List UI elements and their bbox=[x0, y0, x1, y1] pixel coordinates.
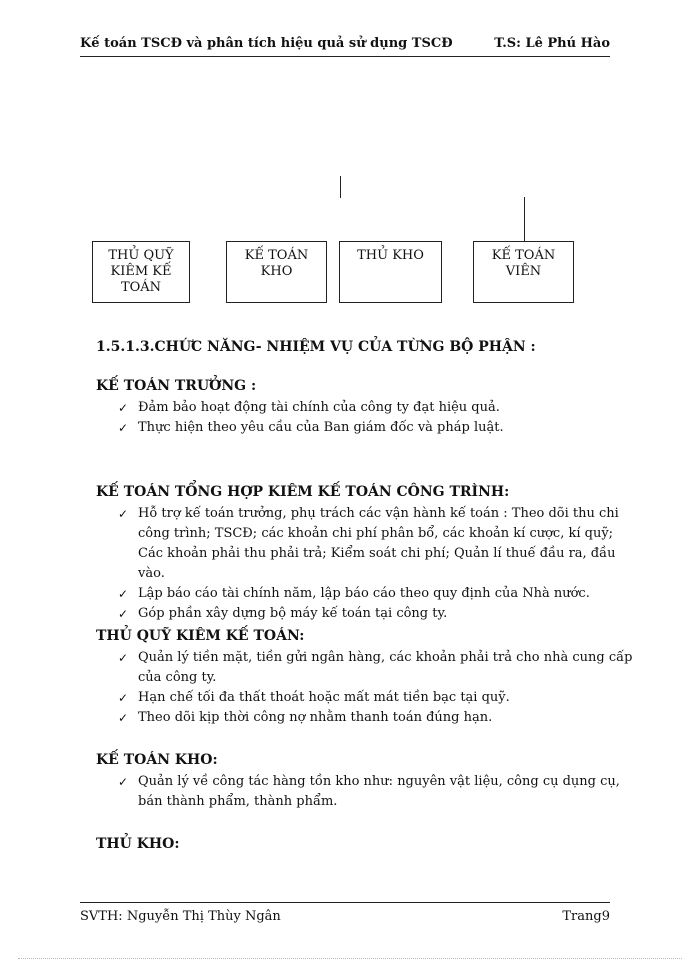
section-title: KẾ TOÁN KHO: bbox=[96, 752, 218, 768]
list-item: ✓ Quản lý tiền mặt, tiền gửi ngân hàng, các khoản phải trả cho nhà cung cấp của công ty. bbox=[118, 648, 638, 688]
page-header bbox=[80, 36, 610, 57]
checkmark-icon: ✓ bbox=[118, 607, 129, 621]
checkmark-icon: ✓ bbox=[118, 507, 129, 521]
list-item: ✓ Góp phần xây dựng bộ máy kế toán tại công ty. bbox=[118, 604, 638, 624]
section-heading: 1.5.1.3.CHỨC NĂNG- NHIỆM VỤ CỦA TỪNG BỘ PHẬN : bbox=[96, 339, 536, 355]
connector-line bbox=[340, 176, 341, 198]
list-item: ✓ Lập báo cáo tài chính năm, lập báo cáo theo quy định của Nhà nước. bbox=[118, 584, 638, 604]
list-item: ✓ Hạn chế tối đa thất thoát hoặc mất mát tiền bạc tại quỹ. bbox=[118, 688, 638, 708]
org-box-ke-toan-vien: KẾ TOÁN VIÊN bbox=[473, 241, 574, 303]
checkmark-icon: ✓ bbox=[118, 711, 129, 725]
checkmark-icon: ✓ bbox=[118, 775, 129, 789]
section-title: THỦ KHO: bbox=[96, 836, 180, 852]
footer-page-number: Trang9 bbox=[562, 909, 610, 924]
connector-line bbox=[524, 197, 525, 241]
page-footer bbox=[80, 902, 610, 924]
bullet-list bbox=[118, 772, 638, 812]
list-item: ✓ Theo dõi kịp thời công nợ nhằm thanh toán đúng hạn. bbox=[118, 708, 638, 728]
checkmark-icon: ✓ bbox=[118, 691, 129, 705]
checkmark-icon: ✓ bbox=[118, 401, 129, 415]
checkmark-icon: ✓ bbox=[118, 421, 129, 435]
list-item: ✓ Hỗ trợ kế toán trưởng, phụ trách các vận hành kế toán : Theo dõi thu chi công trình; TSCĐ; các khoản chi phí phân bổ, các khoản kí cược, kí quỹ; Các khoản phải thu phải trả; Kiểm soát chi phí; Quản lí thuế đầu ra, đầu vào. bbox=[118, 504, 638, 584]
section-title: THỦ QUỸ KIÊM KẾ TOÁN: bbox=[96, 628, 305, 644]
list-item: ✓ Thực hiện theo yêu cầu của Ban giám đốc và pháp luật. bbox=[118, 418, 638, 438]
footer-student: SVTH: Nguyễn Thị Thùy Ngân bbox=[80, 909, 281, 924]
section-title: KẾ TOÁN TRƯỞNG : bbox=[96, 378, 257, 394]
org-box-thu-quy: THỦ QUỸ KIÊM KẾ TOÁN bbox=[92, 241, 190, 303]
header-author: T.S: Lê Phú Hào bbox=[494, 36, 610, 51]
org-box-ke-toan-kho: KẾ TOÁN KHO bbox=[226, 241, 327, 303]
page-edge bbox=[18, 958, 682, 959]
checkmark-icon: ✓ bbox=[118, 587, 129, 601]
org-box-thu-kho: THỦ KHO bbox=[339, 241, 442, 303]
checkmark-icon: ✓ bbox=[118, 651, 129, 665]
bullet-list bbox=[118, 648, 638, 728]
bullet-list bbox=[118, 398, 638, 438]
header-title: Kế toán TSCĐ và phân tích hiệu quả sử dụng TSCĐ bbox=[80, 36, 453, 51]
list-item: ✓ Đảm bảo hoạt động tài chính của công ty đạt hiệu quả. bbox=[118, 398, 638, 418]
list-item: ✓ Quản lý về công tác hàng tồn kho như: nguyên vật liệu, công cụ dụng cụ, bán thành phẩm, thành phẩm. bbox=[118, 772, 638, 812]
bullet-list bbox=[118, 504, 638, 624]
section-title: KẾ TOÁN TỔNG HỢP KIÊM KẾ TOÁN CÔNG TRÌNH: bbox=[96, 484, 510, 500]
